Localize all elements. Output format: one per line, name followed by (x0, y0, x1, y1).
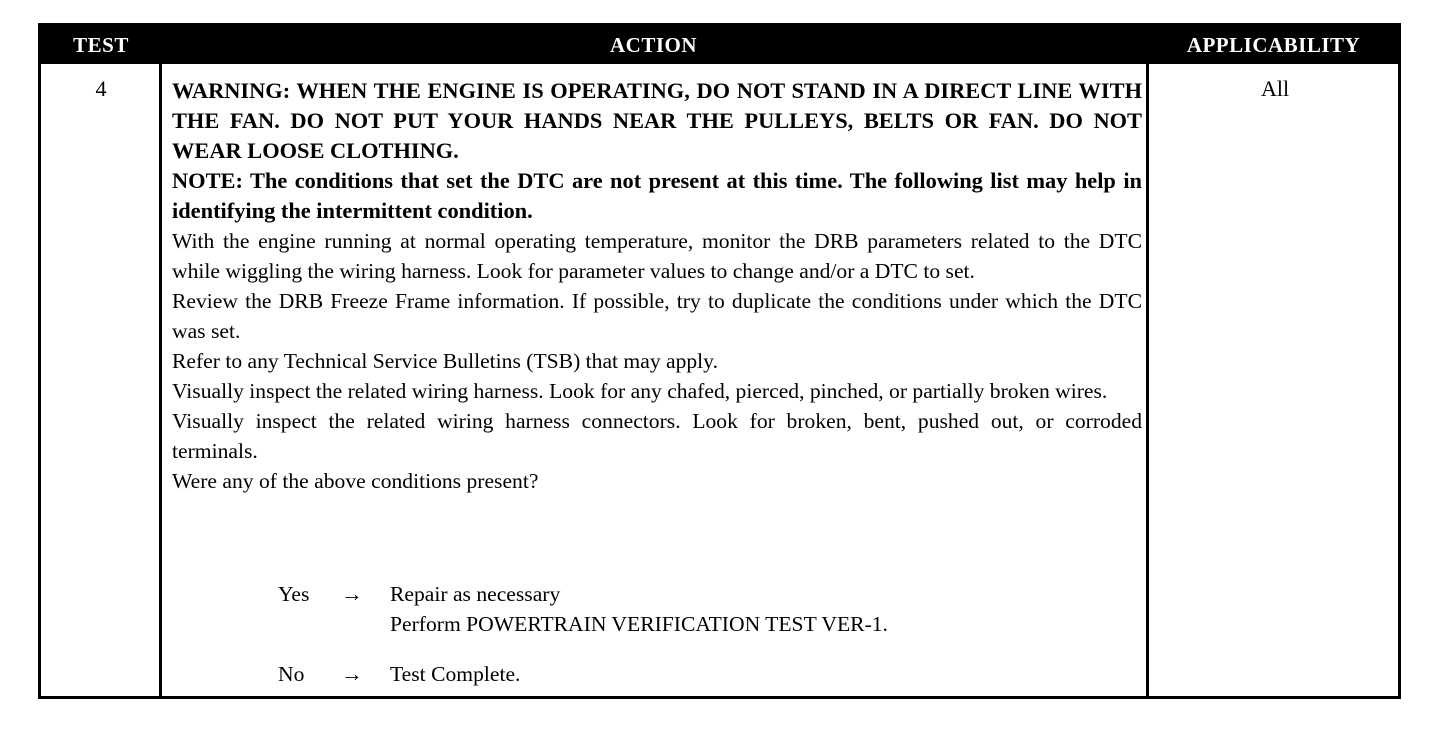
warning-text: WARNING: WHEN THE ENGINE IS OPERATING, DO NOT STAND IN A DIRECT LINE WITH THE FAN. DO NOT PUT YOUR HANDS NEAR THE PULLEYS, BELTS OR FAN. DO NOT WEAR LOOSE CLOTHING. (172, 78, 1142, 163)
outcome-result: Test Complete. (390, 662, 521, 686)
arrow-icon: → (341, 582, 363, 606)
test-number: 4 (95, 76, 107, 101)
outcome-result: Repair as necessary (390, 582, 561, 606)
note-text: NOTE: The conditions that set the DTC are not present at this time. The following list may help in identifying the intermittent condition. (172, 168, 1142, 223)
header-action: ACTION (609, 33, 697, 57)
arrow-icon: → (341, 662, 363, 686)
step-text: Review the DRB Freeze Frame information. If possible, try to duplicate the conditions under which the DTC was set. (172, 289, 1142, 343)
outcome-answer: Yes (278, 582, 310, 606)
outcome-answer: No (278, 662, 305, 686)
outcome-result: Perform POWERTRAIN VERIFICATION TEST VER-1. (390, 612, 888, 636)
diagnostic-table (38, 23, 1401, 699)
action-cell (172, 76, 1142, 496)
header-test: TEST (73, 33, 129, 57)
header-applicability: APPLICABILITY (1186, 33, 1361, 57)
question-text: Were any of the above conditions present? (172, 469, 539, 493)
step-text: Visually inspect the related wiring harness. Look for any chafed, pierced, pinched, or partially broken wires. (172, 379, 1108, 403)
step-text: Refer to any Technical Service Bulletins (TSB) that may apply. (172, 349, 718, 373)
table-header (41, 26, 1398, 64)
column-divider (159, 64, 162, 696)
column-divider (1146, 64, 1149, 696)
applicability-value: All (1260, 76, 1290, 101)
step-text: Visually inspect the related wiring harness connectors. Look for broken, bent, pushed out, or corroded terminals. (172, 409, 1142, 463)
step-text: With the engine running at normal operating temperature, monitor the DRB parameters related to the DTC while wiggling the wiring harness. Look for parameter values to change and/or a DTC to set. (172, 229, 1142, 283)
